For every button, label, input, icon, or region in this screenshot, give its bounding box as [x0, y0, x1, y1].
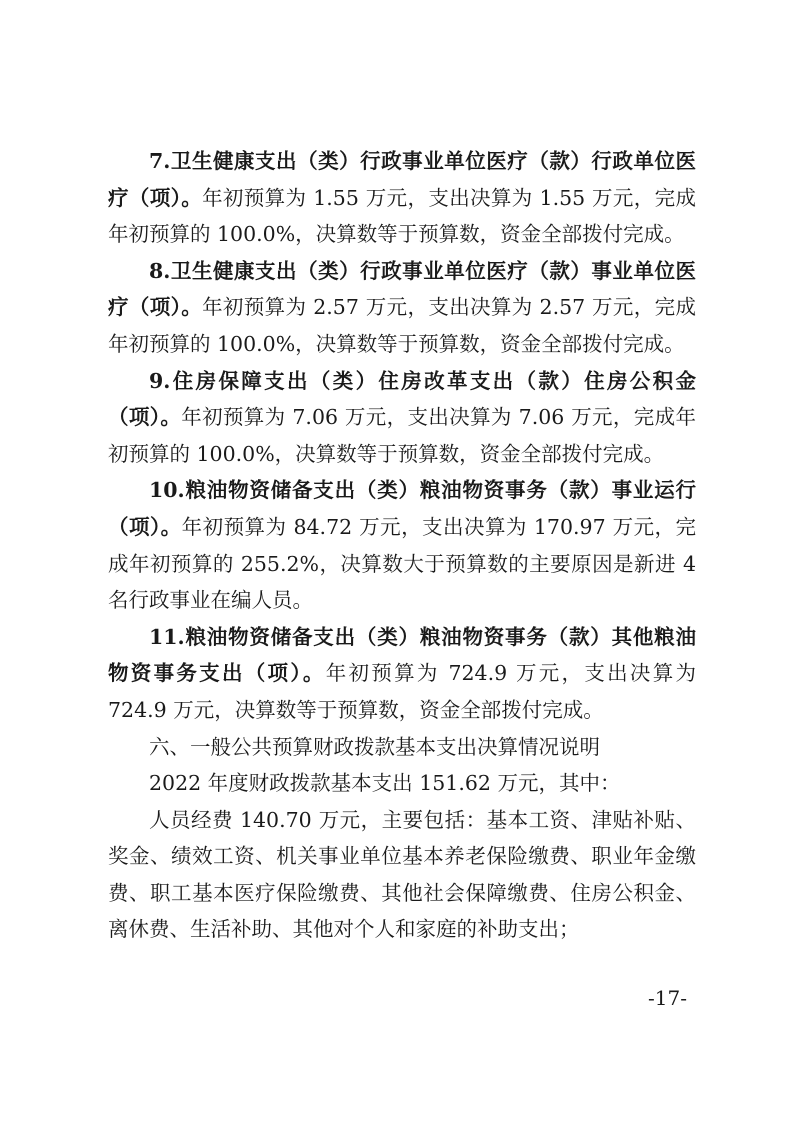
item-title: 9.住房保障支出（类）住房改革支出（款）住房公积金（项）。 — [108, 368, 696, 430]
item-title: 10.粮油物资储备支出（类）粮油物资事务（款）事业运行（项）。 — [108, 478, 696, 539]
item-text: 年初预算为 2.57 万元，支出决算为 2.57 万元，完成年初预算的 100.0%，决算数等于预算数，资金全部拨付完成。 — [108, 295, 697, 356]
item-title: 7.卫生健康支出（类）行政事业单位医疗（款）行政单位医疗（项）。 — [108, 149, 696, 210]
personnel-paragraph: 人员经费 140.70 万元，主要包括：基本工资、津贴补贴、奖金、绩效工资、机关事业单位基本养老保险缴费、职业年金缴费、职工基本医疗保险缴费、其他社会保障缴费、住房公积金、离休费、生活补助、其他对个人和家庭的补助支出； — [108, 807, 696, 942]
page-number: -17- — [648, 986, 687, 1010]
item-paragraph-8 — [108, 253, 696, 363]
item-text: 年初预算为 1.55 万元，支出决算为 1.55 万元，完成年初预算的 100.0%，决算数等于预算数，资金全部拨付完成。 — [108, 185, 697, 247]
item-paragraph-10 — [108, 472, 696, 618]
item-paragraph-9 — [108, 363, 696, 473]
item-text: 年初预算为 84.72 万元，支出决算为 170.97 万元，完成年初预算的 255.2%，决算数大于预算数的主要原因是新进 4 名行政事业在编人员。 — [108, 514, 697, 613]
section-heading: 六、一般公共预算财政拨款基本支出决算情况说明 — [149, 734, 600, 759]
body-text — [108, 143, 696, 948]
item-paragraph-7 — [108, 143, 696, 253]
item-text: 年初预算为 7.06 万元，支出决算为 7.06 万元，完成年初预算的 100.0%，决算数等于预算数，资金全部拨付完成。 — [108, 405, 697, 466]
item-paragraph-11 — [108, 619, 696, 729]
item-text: 年初预算为 724.9 万元，支出决算为 724.9 万元，决算数等于预算数，资金全部拨付完成。 — [108, 661, 696, 722]
summary-paragraph: 2022 年度财政拨款基本支出 151.62 万元，其中： — [149, 771, 621, 796]
item-title: 8.卫生健康支出（类）行政事业单位医疗（款）事业单位医疗（项）。 — [108, 258, 696, 320]
item-title: 11.粮油物资储备支出（类）粮油物资事务（款）其他粮油物资事务支出（项）。 — [108, 624, 696, 686]
